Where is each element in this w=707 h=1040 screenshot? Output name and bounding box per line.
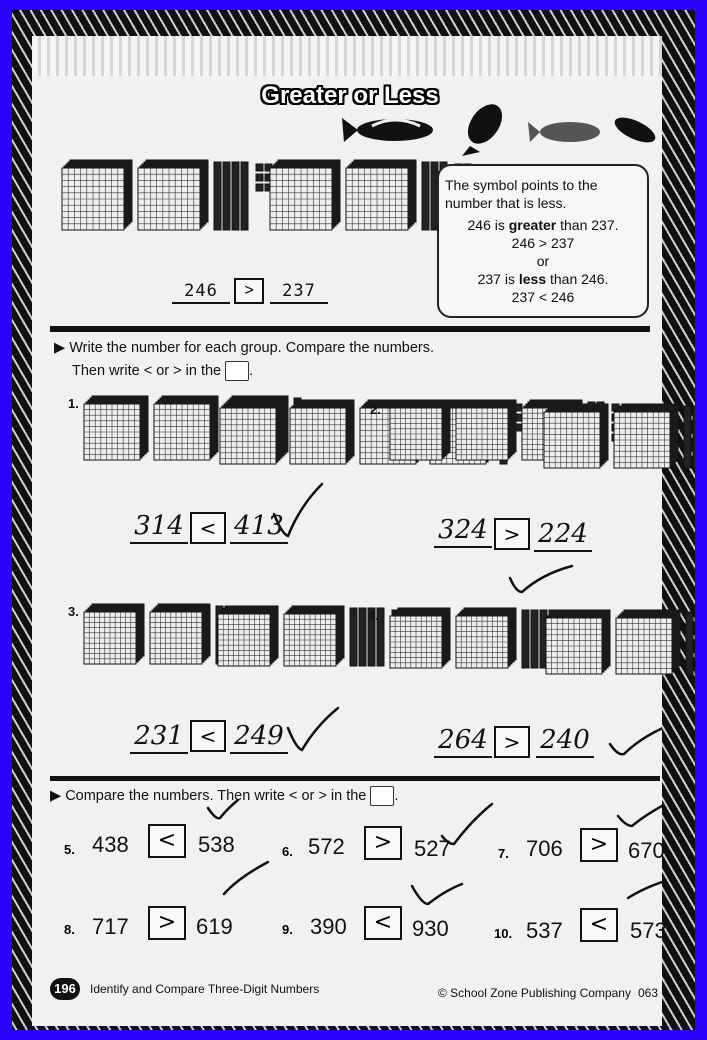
triangle-bullet-icon: ▶ (54, 340, 66, 356)
answer-right[interactable]: 413 (230, 510, 288, 544)
bubble-line-5: 237 < 246 (511, 289, 575, 305)
answer-left[interactable]: 231 (130, 720, 188, 754)
answer-left[interactable]: 314 (130, 510, 188, 544)
example-symbol-box: > (234, 278, 264, 304)
worksheet-photo (12, 10, 695, 1030)
checkmark-icon (32, 36, 662, 1026)
bubble-intro: The symbol points to the number that is less. (445, 177, 598, 211)
problem-label: 9. (282, 922, 293, 937)
example-right-number: 237 (270, 280, 328, 304)
footer-topic: Identify and Compare Three-Digit Numbers (90, 982, 320, 996)
bubble-line-1-pre: 246 is (467, 217, 509, 233)
section1-instruction-2: Then write < or > in the . (72, 361, 253, 381)
example-left-number: 246 (172, 280, 230, 304)
footer-copyright: © School Zone Publishing Company (438, 986, 631, 1000)
compare-right: 573 (630, 918, 667, 943)
compare-right: 619 (196, 914, 233, 939)
problem-label: 10. (494, 926, 513, 941)
problem-label: 6. (282, 844, 293, 859)
worksheet-page (32, 36, 667, 1026)
compare-right: 670 (628, 838, 665, 863)
footer-code: 063 (638, 986, 659, 1000)
answer-right[interactable]: 240 (536, 724, 594, 758)
compare-left: 706 (526, 836, 563, 861)
section1-instruction2-text: Then write < or > in the (72, 362, 222, 379)
bubble-line-3: or (536, 253, 550, 269)
answer-symbol-box[interactable]: > (494, 726, 530, 758)
problem-label: 3. (68, 604, 79, 619)
bubble-line-4-pre: 237 is (477, 271, 519, 287)
answer-symbol-box[interactable]: > (494, 518, 530, 550)
answer-symbol-box[interactable]: > (148, 906, 186, 940)
compare-left: 438 (92, 832, 129, 857)
answer-symbol-box[interactable]: < (364, 906, 402, 940)
problem-label: 2. (370, 402, 381, 417)
answer-symbol-box[interactable]: < (190, 512, 226, 544)
answer-symbol-box[interactable]: > (364, 826, 402, 860)
compare-left: 390 (310, 914, 347, 939)
compare-left: 717 (92, 914, 129, 939)
section2-instruction-text: Compare the numbers. Then write < or > in the (65, 787, 367, 804)
answer-right[interactable]: 249 (230, 720, 288, 754)
problem-label: 8. (64, 922, 75, 937)
bubble-line-1-bold: greater (508, 217, 557, 233)
compare-right: 527 (414, 836, 451, 861)
answer-left[interactable]: 324 (434, 514, 492, 548)
answer-symbol-box[interactable]: < (580, 908, 618, 942)
problem-label: 1. (68, 396, 79, 411)
answer-symbol-box[interactable]: < (148, 824, 186, 858)
compare-right: 538 (198, 832, 235, 857)
compare-right: 930 (412, 916, 449, 941)
answer-right[interactable]: 224 (534, 518, 592, 552)
page-title: Greater or Less (261, 82, 439, 109)
answer-symbol-box[interactable]: > (580, 828, 618, 862)
section1-instruction-text: Write the number for each group. Compare the numbers. (69, 340, 435, 356)
compare-left: 572 (308, 834, 345, 859)
bubble-line-4-bold: less (518, 271, 547, 287)
page-number-badge: 196 (50, 978, 80, 1000)
bubble-line-2: 246 > 237 (511, 235, 575, 251)
problem-label: 7. (498, 846, 509, 861)
problem-label: 4. (368, 608, 379, 623)
answer-left[interactable]: 264 (434, 724, 492, 758)
problem-label: 5. (64, 842, 75, 857)
bubble-line-1-post: than 237. (556, 217, 619, 233)
compare-left: 537 (526, 918, 563, 943)
triangle-bullet-icon: ▶ (50, 787, 62, 804)
section2-instruction: ▶ Compare the numbers. Then write < or > in the . (50, 786, 398, 806)
answer-symbol-box[interactable]: < (190, 720, 226, 752)
bubble-line-4-post: than 246. (546, 271, 609, 287)
